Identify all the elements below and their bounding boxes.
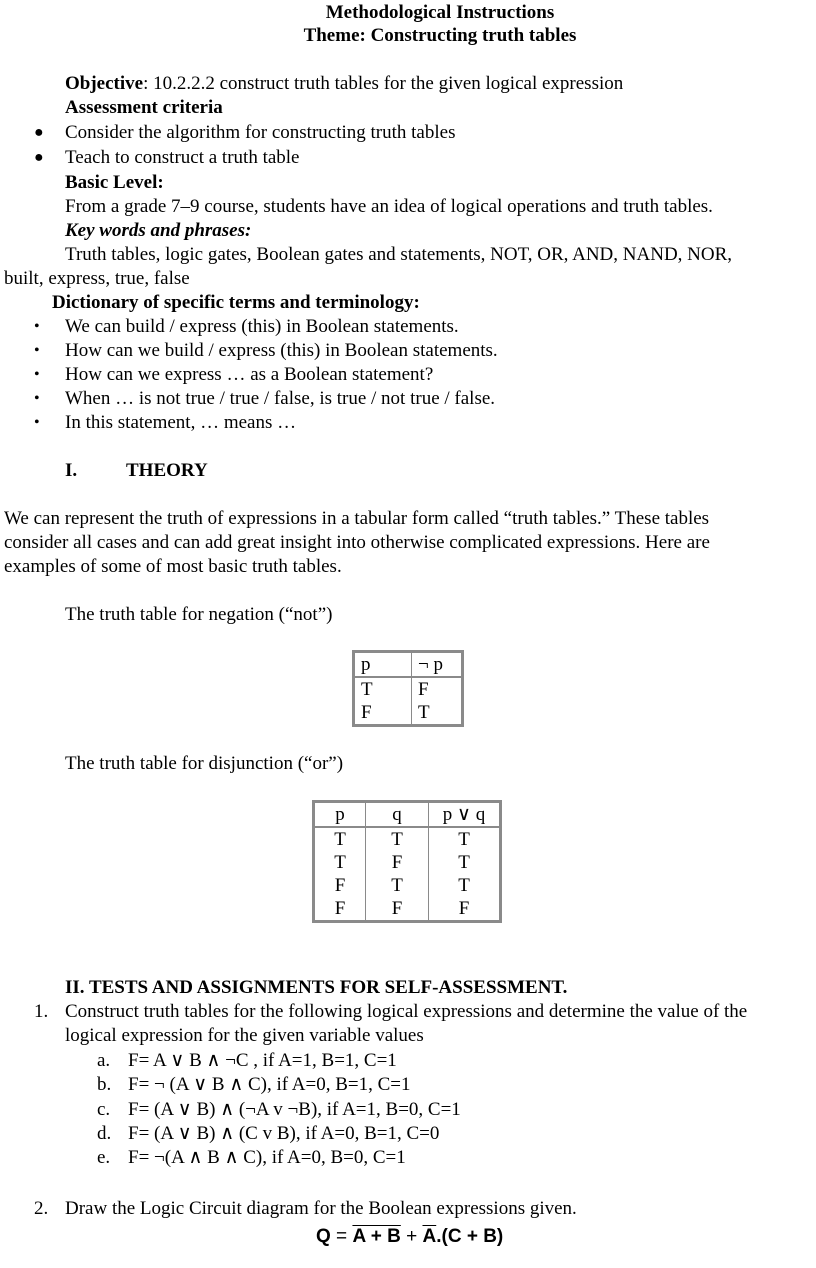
bullet-icon: • xyxy=(34,318,40,335)
bullet-icon: ● xyxy=(34,149,44,166)
disjunction-caption: The truth table for disjunction (“or”) xyxy=(65,753,344,774)
table-header-cell: ¬ p xyxy=(412,652,463,678)
bullet-icon: • xyxy=(34,342,40,359)
objective-line xyxy=(65,72,623,96)
keywords-line-2: built, express, true, false xyxy=(4,268,190,289)
bullet-icon: • xyxy=(34,390,40,407)
bullet-icon: • xyxy=(34,414,40,431)
negation-truth-table xyxy=(352,650,464,727)
document-title: Methodological Instructions xyxy=(325,2,555,23)
table-cell: F xyxy=(366,851,429,874)
assessment-item: Consider the algorithm for constructing truth tables xyxy=(65,122,456,143)
table-cell: T xyxy=(334,852,346,873)
task-1-number: 1. xyxy=(34,1001,49,1022)
task-item-letter: b. xyxy=(97,1074,112,1095)
bullet-icon: ● xyxy=(34,124,44,141)
task-1-line-1: Construct truth tables for the following logical expressions and determine the value of the xyxy=(65,1001,748,1022)
table-cell: F xyxy=(334,875,346,896)
dictionary-item: In this statement, … means … xyxy=(65,412,297,433)
table-row xyxy=(314,874,501,897)
table-header-row xyxy=(354,652,463,678)
task-item-expression: F= ¬(A ∧ B ∧ C), if A=0, B=0, C=1 xyxy=(128,1147,406,1168)
table-cell: T xyxy=(412,701,463,726)
theory-paragraph-line: examples of some of most basic truth tables. xyxy=(4,556,342,577)
basic-level-heading: Basic Level: xyxy=(65,172,164,193)
formula-plus: + xyxy=(400,1226,423,1247)
task-1-line-2: logical expression for the given variable values xyxy=(65,1025,424,1046)
formula-overlined-term-1: A + B xyxy=(352,1226,401,1247)
negation-caption: The truth table for negation (“not”) xyxy=(65,604,333,625)
table-cell: F xyxy=(429,897,501,922)
task-item-expression: F= (A ∨ B) ∧ (C v B), if A=0, B=1, C=0 xyxy=(128,1123,440,1144)
formula-rest: .(C + B) xyxy=(436,1226,504,1247)
dictionary-item: When … is not true / true / false, is true / not true / false. xyxy=(65,388,496,409)
task-item-letter: c. xyxy=(97,1099,111,1120)
theory-heading: THEORY xyxy=(126,460,208,481)
disjunction-truth-table xyxy=(312,800,502,923)
table-cell: T xyxy=(429,851,501,874)
table-cell: T xyxy=(366,874,429,897)
task-item-expression: F= A ∨ B ∧ ¬C , if A=1, B=1, C=1 xyxy=(128,1050,397,1071)
table-header-cell: p xyxy=(314,802,366,828)
table-cell: T xyxy=(361,679,373,700)
theory-paragraph-line: consider all cases and can add great insight into otherwise complicated expressions. Here are xyxy=(4,532,710,553)
table-cell: T xyxy=(429,827,501,851)
table-row xyxy=(354,701,463,726)
table-cell: F xyxy=(334,898,346,919)
assessment-heading: Assessment criteria xyxy=(65,97,223,118)
table-row xyxy=(314,827,501,851)
theme-text: : Constructing truth tables xyxy=(359,25,577,46)
formula-overlined-term-2: $\overline{A}$ xyxy=(422,1226,437,1247)
formula-equals: = xyxy=(330,1226,353,1247)
table-header-row xyxy=(314,802,501,828)
tests-heading: II. TESTS AND ASSIGNMENTS FOR SELF-ASSESSMENT. xyxy=(65,977,568,998)
keywords-line-1: Truth tables, logic gates, Boolean gates and statements, NOT, OR, AND, NAND, NOR, xyxy=(65,244,733,265)
assessment-item: Teach to construct a truth table xyxy=(65,147,300,168)
dictionary-item: How can we build / express (this) in Boolean statements. xyxy=(65,340,498,361)
task-item-expression: F= (A ∨ B) ∧ (¬A v ¬B), if A=1, B=0, C=1 xyxy=(128,1099,461,1120)
table-cell: T xyxy=(429,874,501,897)
table-cell: F xyxy=(361,702,372,723)
theory-paragraph-line: We can represent the truth of expressions in a tabular form called “truth tables.” These tables xyxy=(4,508,710,529)
table-row xyxy=(314,851,501,874)
task-item-letter: e. xyxy=(97,1147,111,1168)
objective-label: Objective xyxy=(65,73,144,94)
dictionary-item: We can build / express (this) in Boolean statements. xyxy=(65,316,459,337)
keywords-heading: Key words and phrases: xyxy=(65,220,252,241)
table-cell: F xyxy=(412,677,463,701)
objective-text: : 10.2.2.2 construct truth tables for the given logical expression xyxy=(143,73,624,94)
table-header-cell: p ∨ q xyxy=(429,802,501,828)
theme-label: Theme xyxy=(303,25,360,46)
dictionary-heading: Dictionary of specific terms and terminology: xyxy=(52,292,420,313)
table-row xyxy=(314,897,501,922)
theme-line xyxy=(0,24,816,48)
table-cell: T xyxy=(366,827,429,851)
task-item-expression: F= ¬ (A ∨ B ∧ C), if A=0, B=1, C=1 xyxy=(128,1074,411,1095)
bullet-icon: • xyxy=(34,366,40,383)
table-header-cell: p xyxy=(354,652,412,678)
task-2-number: 2. xyxy=(34,1198,49,1219)
task-2-text: Draw the Logic Circuit diagram for the Boolean expressions given. xyxy=(65,1198,577,1219)
table-header-cell: q xyxy=(366,802,429,828)
boolean-formula xyxy=(316,1225,503,1249)
theory-numeral: I. xyxy=(65,460,78,481)
task-item-letter: a. xyxy=(97,1050,111,1071)
task-item-letter: d. xyxy=(97,1123,112,1144)
table-cell: T xyxy=(334,829,346,850)
basic-level-text: From a grade 7–9 course, students have an idea of logical operations and truth tables. xyxy=(65,196,713,217)
table-cell: F xyxy=(366,897,429,922)
dictionary-item: How can we express … as a Boolean statement? xyxy=(65,364,434,385)
table-row xyxy=(354,677,463,701)
formula-lhs: Q xyxy=(316,1226,331,1247)
